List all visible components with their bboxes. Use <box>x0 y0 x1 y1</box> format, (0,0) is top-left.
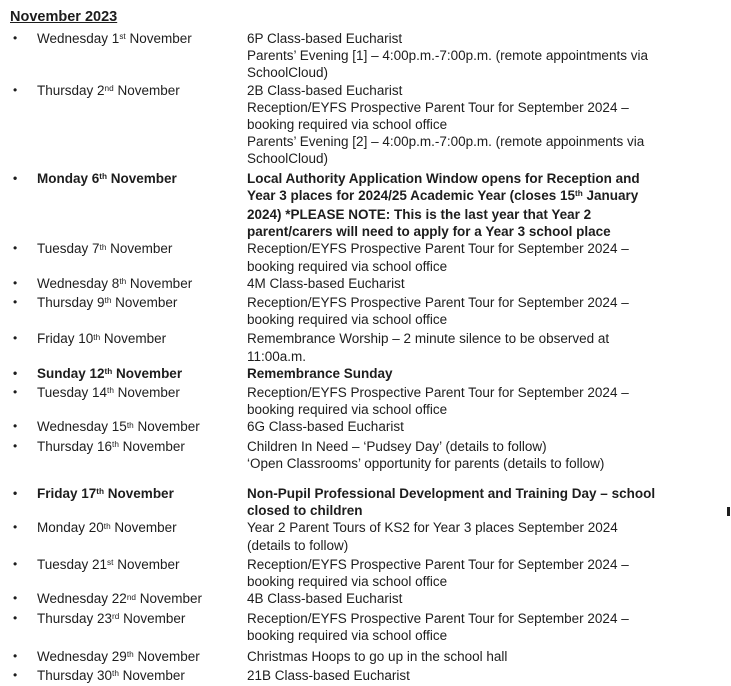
event-description <box>247 519 731 553</box>
description-line: Reception/EYFS Prospective Parent Tour for September 2024 – <box>247 295 629 311</box>
ordinal-superscript: th <box>126 420 134 430</box>
ordinal-superscript: th <box>126 650 134 660</box>
bullet-icon: • <box>13 241 18 256</box>
description-line: Remembrance Worship – 2 minute silence to be observed at <box>247 331 610 347</box>
bullet-icon: • <box>13 365 18 380</box>
ordinal-superscript: th <box>112 439 119 449</box>
event-description <box>247 418 731 435</box>
bullet-icon: • <box>13 82 18 97</box>
event-row <box>0 485 731 519</box>
bullet-icon: • <box>13 275 18 290</box>
event-description <box>247 240 731 274</box>
description-line: 6P Class-based Eucharist <box>247 31 403 46</box>
description-line: Reception/EYFS Prospective Parent Tour for September 2024 – <box>247 556 629 572</box>
event-row <box>0 610 731 644</box>
event-row <box>0 240 731 274</box>
event-description <box>247 82 731 168</box>
ordinal-superscript: nd <box>126 592 136 602</box>
description-line: Children In Need – ‘Pudsey Day’ (details to follow) <box>247 438 547 454</box>
ordinal-superscript: st <box>119 32 126 42</box>
event-date: Thursday 2nd November <box>37 82 180 98</box>
event-date: Wednesday 8th November <box>37 275 193 291</box>
event-date: Wednesday 29th November <box>37 648 200 664</box>
description-line: ‘Open Classrooms’ opportunity for parents (details to follow) <box>247 455 605 471</box>
events-list <box>0 30 731 686</box>
ordinal-superscript: th <box>112 669 119 679</box>
event-date: Thursday 30th November <box>37 668 185 684</box>
description-line: 4M Class-based Eucharist <box>247 275 405 291</box>
event-description <box>247 438 731 472</box>
bullet-icon: • <box>13 438 18 453</box>
description-line: Reception/EYFS Prospective Parent Tour for September 2024 – <box>247 610 629 626</box>
description-line: 2024) *PLEASE NOTE: This is the last year that Year 2 <box>247 207 592 223</box>
event-date: Tuesday 21st November <box>37 556 180 572</box>
event-row <box>0 648 731 667</box>
event-row <box>0 384 731 418</box>
event-description <box>247 384 731 418</box>
event-row <box>0 330 731 364</box>
event-description <box>247 667 731 684</box>
ordinal-superscript: nd <box>104 83 114 93</box>
description-line: booking required via school office <box>247 117 448 133</box>
event-date: Wednesday 1st November <box>37 31 192 46</box>
ordinal-superscript: st <box>107 558 114 568</box>
event-row <box>0 30 731 82</box>
event-date: Thursday 23rd November <box>37 610 186 626</box>
description-line: SchoolCloud) <box>247 151 329 167</box>
description-line: booking required via school office <box>247 312 448 328</box>
event-row <box>0 438 731 472</box>
event-description <box>247 590 731 607</box>
event-date: Tuesday 14th November <box>37 385 180 401</box>
bullet-icon: • <box>13 170 18 185</box>
description-line: Reception/EYFS Prospective Parent Tour for September 2024 – <box>247 385 629 401</box>
ordinal-superscript: th <box>99 242 107 252</box>
event-description <box>247 610 731 644</box>
event-description <box>247 330 731 364</box>
description-line: 21B Class-based Eucharist <box>247 668 410 684</box>
description-line: 11:00a.m. <box>247 348 307 364</box>
description-line: Parents’ Evening [1] – 4:00p.m.-7:00p.m. (remote appointments via <box>247 48 648 64</box>
description-line: booking required via school office <box>247 402 448 418</box>
description-line: Remembrance Sunday <box>247 365 393 381</box>
event-description <box>247 275 731 292</box>
description-line: Reception/EYFS Prospective Parent Tour for September 2024 – <box>247 99 629 115</box>
event-row <box>0 275 731 294</box>
description-line: booking required via school office <box>247 258 448 274</box>
description-line: Year 3 places for 2024/25 Academic Year (closes 15th January <box>247 187 639 203</box>
event-date: Friday 10th November <box>37 331 167 347</box>
description-line: closed to children <box>247 503 363 519</box>
bullet-icon: • <box>13 610 18 625</box>
description-line: Non-Pupil Professional Development and Training Day – school <box>247 486 656 502</box>
event-row <box>0 365 731 384</box>
bullet-icon: • <box>13 331 18 346</box>
event-date: Monday 20th November <box>37 520 177 536</box>
event-description <box>247 485 731 519</box>
event-date: Wednesday 15th November <box>37 419 200 435</box>
bullet-icon: • <box>13 520 18 535</box>
event-description <box>247 556 731 590</box>
edge-artifact <box>727 507 730 516</box>
description-line: Reception/EYFS Prospective Parent Tour for September 2024 – <box>247 241 629 257</box>
bullet-icon: • <box>13 31 18 45</box>
description-line: Local Authority Application Window opens for Reception and <box>247 170 640 186</box>
description-line: booking required via school office <box>247 627 448 643</box>
event-description <box>247 648 731 665</box>
event-row <box>0 556 731 590</box>
event-description <box>247 170 731 241</box>
ordinal-superscript: rd <box>112 611 120 621</box>
event-row <box>0 294 731 328</box>
event-date: Friday 17th November <box>37 486 174 502</box>
event-row <box>0 82 731 168</box>
description-line: (details to follow) <box>247 537 349 553</box>
event-row <box>0 590 731 609</box>
event-description <box>247 30 731 82</box>
event-row <box>0 667 731 686</box>
description-line: booking required via school office <box>247 574 448 590</box>
description-line: 2B Class-based Eucharist <box>247 82 403 98</box>
bullet-icon: • <box>13 419 18 434</box>
bullet-icon: • <box>13 668 18 683</box>
description-line: 6G Class-based Eucharist <box>247 419 404 435</box>
ordinal-superscript: th <box>119 277 127 287</box>
event-date: Sunday 12th November <box>37 365 183 381</box>
bullet-icon: • <box>13 385 18 400</box>
bullet-icon: • <box>13 556 18 571</box>
event-row <box>0 418 731 437</box>
ordinal-superscript: th <box>93 332 101 342</box>
ordinal-superscript: th <box>104 367 113 377</box>
ordinal-superscript: th <box>574 189 583 199</box>
page-title: November 2023 <box>10 9 118 25</box>
ordinal-superscript: th <box>107 386 114 396</box>
description-line: parent/carers will need to apply for a Year 3 school place <box>247 224 611 240</box>
description-line: Christmas Hoops to go up in the school hall <box>247 648 508 664</box>
bullet-icon: • <box>13 591 18 606</box>
description-line: Parents’ Evening [2] – 4:00p.m.-7:00p.m. (remote appoinments via <box>247 134 645 150</box>
event-date: Thursday 16th November <box>37 438 185 454</box>
bullet-icon: • <box>13 295 18 310</box>
ordinal-superscript: th <box>99 171 108 181</box>
description-line: SchoolCloud) <box>247 65 329 81</box>
event-date: Tuesday 7th November <box>37 241 173 257</box>
event-date: Thursday 9th November <box>37 295 178 311</box>
description-line: 4B Class-based Eucharist <box>247 591 403 607</box>
event-date: Monday 6th November <box>37 170 177 186</box>
bullet-icon: • <box>13 486 18 501</box>
event-description <box>247 294 731 328</box>
event-description <box>247 365 731 382</box>
ordinal-superscript: th <box>96 487 105 497</box>
event-date: Wednesday 22nd November <box>37 591 203 607</box>
bullet-icon: • <box>13 648 18 663</box>
event-row <box>0 170 731 241</box>
description-line: Year 2 Parent Tours of KS2 for Year 3 places September 2024 <box>247 520 618 536</box>
ordinal-superscript: th <box>104 296 112 306</box>
event-row <box>0 519 731 553</box>
ordinal-superscript: th <box>103 521 111 531</box>
